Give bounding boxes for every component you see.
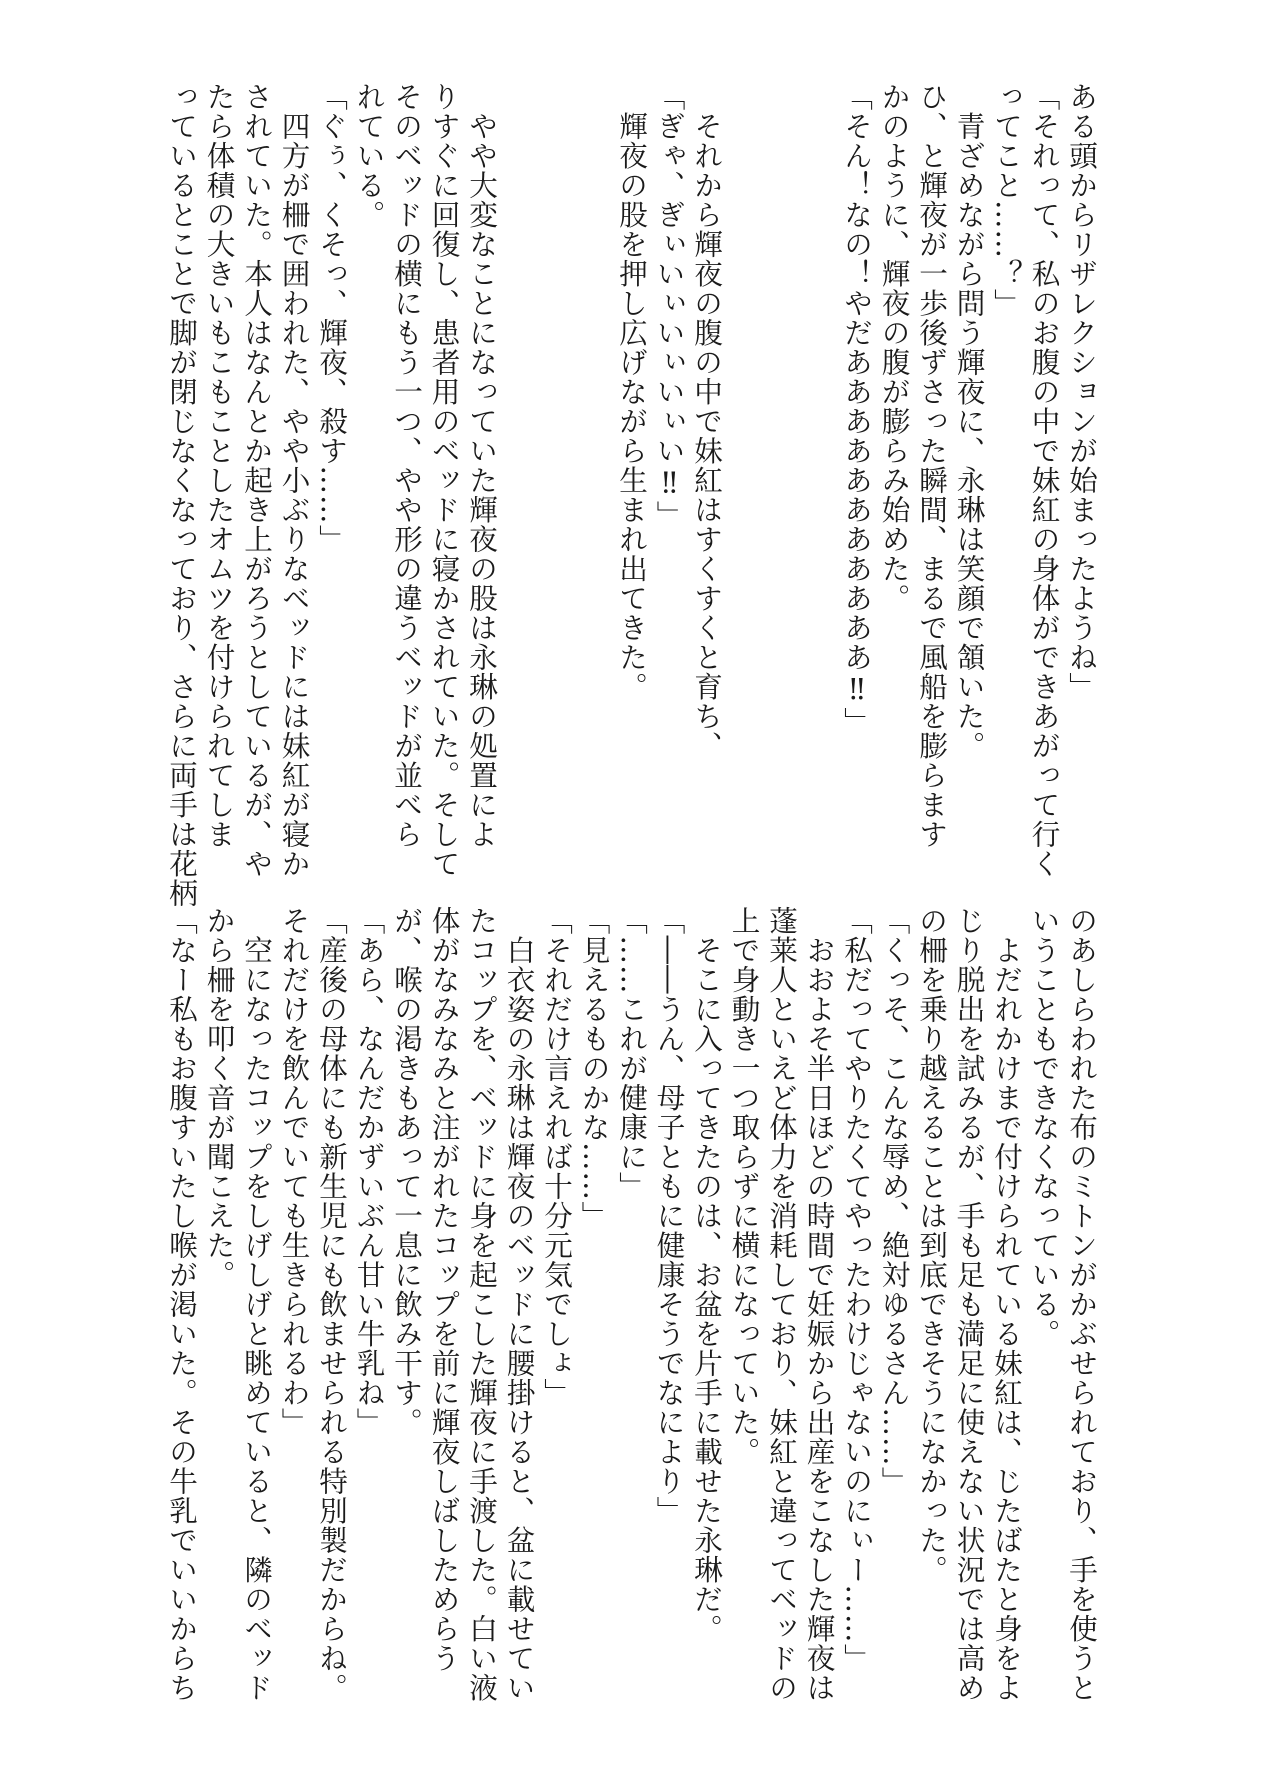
lower-text-line: そこに入ってきたのは、お盆を片手に載せた永琳だ。 bbox=[690, 906, 724, 1644]
lower-text-line: 白衣姿の永琳は輝夜のベッドに腰掛けると、盆に載せてい bbox=[502, 906, 537, 1703]
upper-text-line: りすぐに回復し、患者用のベッドに寝かされていた。そして bbox=[427, 82, 462, 879]
lower-text-line: の柵を乗り越えることは到底できそうになかった。 bbox=[915, 906, 949, 1585]
lower-text-line: 体がなみなみと注がれたコップを前に輝夜しばしためらう bbox=[427, 906, 462, 1673]
upper-text-line: ってこと……？」 bbox=[990, 82, 1024, 318]
upper-text-line: たら体積の大きいもこもことしたオムツを付けられてしま bbox=[202, 82, 237, 849]
lower-text-line: それだけを飲んでいても生きられるわ」 bbox=[277, 906, 312, 1437]
upper-text-line bbox=[538, 82, 576, 842]
lower-text-line: 「なー私もお腹すいたし喉が渇いた。その牛乳でいいからち bbox=[165, 906, 199, 1703]
lower-text-line: 「産後の母体にも新生児にも飲ませられる特別製だからね。 bbox=[315, 906, 349, 1703]
lower-text-line: 「見えるものかな……」 bbox=[577, 906, 612, 1231]
lower-text-line: じり脱出を試みるが、手も足も満足に使えない状況では高め bbox=[952, 906, 987, 1703]
lower-text-line: から柵を叩く音が聞こえた。 bbox=[202, 906, 237, 1290]
upper-text-line: れている。 bbox=[352, 82, 387, 230]
lower-text-line: 「それだけ言えれば十分元気でしょ」 bbox=[540, 906, 574, 1408]
upper-text-line: 「ぎゃ、ぎぃいぃいぃいぃい‼」 bbox=[652, 82, 687, 530]
upper-text-line: ひ、と輝夜が一歩後ずさった瞬間、まるで風船を膨らます bbox=[915, 82, 949, 849]
upper-text-line: 青ざめながら問う輝夜に、永琳は笑顔で頷いた。 bbox=[952, 82, 987, 761]
upper-text-line: 四方が柵で囲われた、やや小ぶりなベッドには妹紅が寝か bbox=[277, 82, 312, 879]
upper-text-line: やや大変なことになっていた輝夜の股は永琳の処置によ bbox=[465, 82, 499, 849]
upper-text-line: 輝夜の股を押し広げながら生まれ出てきた。 bbox=[615, 82, 649, 702]
lower-text-line: のあしらわれた布のミトンがかぶせられており、手を使うと bbox=[1065, 906, 1099, 1703]
upper-text-line: 「ぐぅ、くそっ、輝夜、殺す……」 bbox=[315, 82, 349, 554]
upper-text-line: されていた。本人はなんとか起き上がろうとしているが、や bbox=[240, 82, 274, 879]
upper-text-line bbox=[575, 82, 613, 842]
upper-text-block bbox=[160, 82, 1100, 908]
lower-text-line: 空になったコップをしげしげと眺めていると、隣のベッド bbox=[240, 906, 274, 1703]
lower-text-line: 「……これが健康に」 bbox=[615, 906, 649, 1201]
upper-text-line: っているとことで脚が閉じなくなっており、さらに両手は花柄 bbox=[165, 82, 199, 908]
upper-text-line bbox=[800, 82, 838, 842]
upper-text-line bbox=[725, 82, 763, 842]
lower-text-line: 上で身動き一つ取らずに横になっていた。 bbox=[727, 906, 762, 1467]
lower-text-line: おおよそ半日ほどの時間で妊娠から出産をこなした輝夜は bbox=[802, 906, 837, 1703]
lower-text-line: 「あら、なんだかずいぶん甘い牛乳ね」 bbox=[352, 906, 387, 1437]
lower-text-line: たコップを、ベッドに身を起こした輝夜に手渡した。白い液 bbox=[465, 906, 499, 1703]
lower-text-line: 蓬莱人といえど体力を消耗しており、妹紅と違ってベッドの bbox=[765, 906, 799, 1703]
lower-text-line: が、喉の渇きもあって一息に飲み干す。 bbox=[390, 906, 424, 1437]
lower-text-line: よだれかけまで付けられている妹紅は、じたばたと身をよ bbox=[990, 906, 1024, 1703]
lower-text-block bbox=[160, 906, 1100, 1703]
upper-text-line: そのベッドの横にもう一つ、やや形の違うベッドが並べら bbox=[390, 82, 424, 849]
upper-text-line bbox=[500, 82, 538, 842]
upper-text-line: 「そん！なの！やだあああああああああああ‼」 bbox=[840, 82, 874, 737]
lower-text-line: 「くっそ、こんな辱め、絶対ゆるさん……」 bbox=[877, 906, 912, 1496]
upper-text-line bbox=[763, 82, 801, 842]
upper-text-line: ある頭からリザレクションが始まったようね」 bbox=[1065, 82, 1099, 702]
upper-text-line: 「それって、私のお腹の中で妹紅の身体ができあがって行く bbox=[1027, 82, 1062, 879]
upper-text-line: それから輝夜の腹の中で妹紅はすくすくと育ち、 bbox=[690, 82, 724, 761]
lower-text-line: いうこともできなくなっている。 bbox=[1027, 906, 1062, 1349]
lower-text-line: 「私だってやりたくてやったわけじゃないのにぃー……」 bbox=[840, 906, 874, 1673]
lower-text-line: 「――うん、母子ともに健康そうでなにより」 bbox=[652, 906, 687, 1526]
upper-text-line: かのように、輝夜の腹が膨らみ始めた。 bbox=[877, 82, 912, 613]
